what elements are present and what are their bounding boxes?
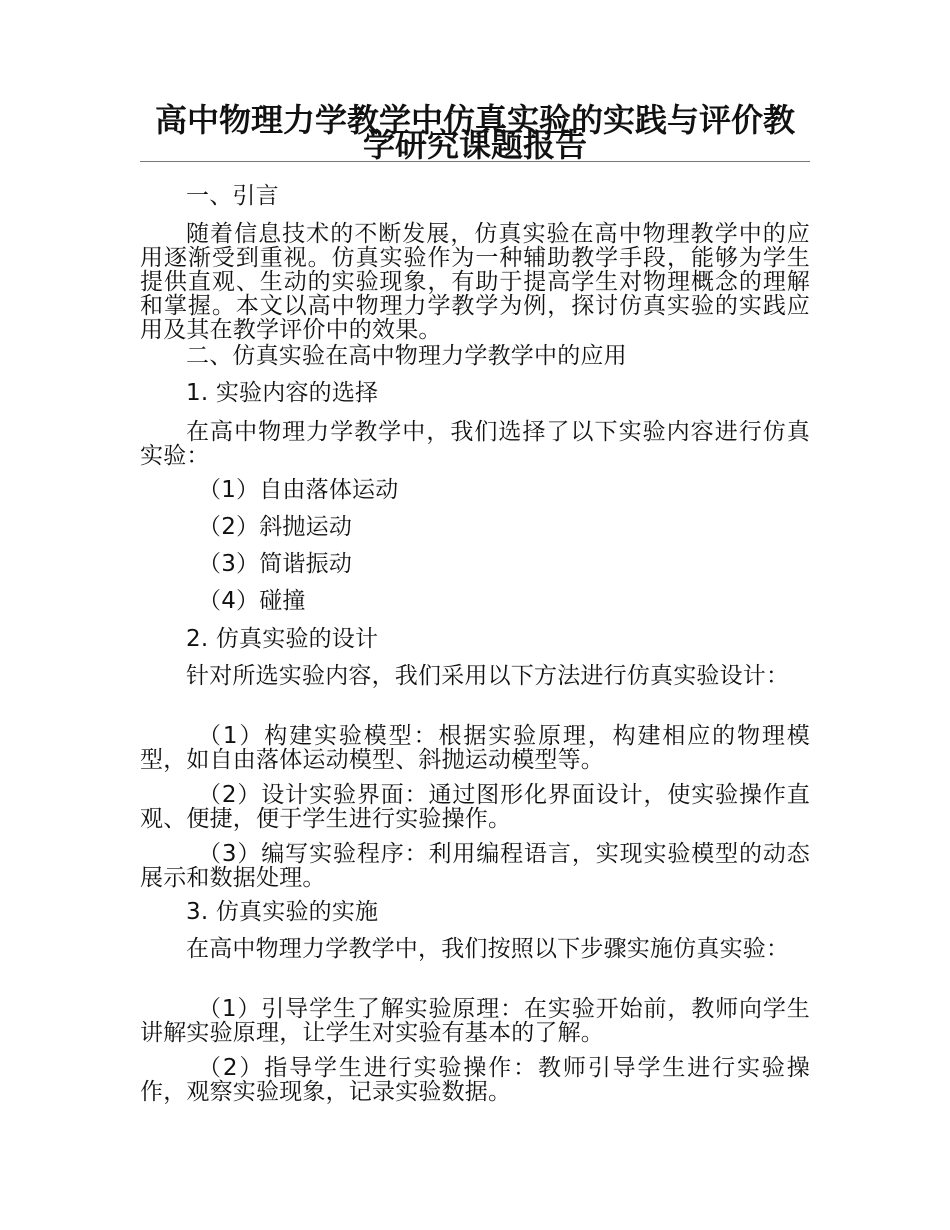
list-item: （2）斜抛运动 (198, 514, 353, 540)
title-underline (140, 161, 810, 162)
subsection-heading-design: 2. 仿真实验的设计 (186, 626, 379, 652)
list-item: （3）编写实验程序：利用编程语言，实现实验模型的动态展示和数据处理。 (140, 841, 810, 891)
document-title: 高中物理力学教学中仿真实验的实践与评价教学研究课题报告 (154, 101, 795, 164)
list-item: （1）引导学生了解实验原理：在实验开始前，教师向学生讲解实验原理，让学生对实验有基本的了解。 (140, 996, 810, 1046)
implementation-paragraph: 在高中物理力学教学中，我们按照以下步骤实施仿真实验： (186, 936, 790, 962)
subsection-heading-content-selection: 1. 实验内容的选择 (186, 380, 379, 406)
section-heading-intro: 一、引言 (186, 183, 279, 209)
list-item: （1）自由落体运动 (198, 477, 399, 503)
list-item: （4）碰撞 (198, 588, 306, 614)
list-item: （2）指导学生进行实验操作：教师引导学生进行实验操作，观察实验现象，记录实验数据。 (140, 1055, 810, 1105)
design-paragraph: 针对所选实验内容，我们采用以下方法进行仿真实验设计： (186, 663, 790, 689)
intro-paragraph: 随着信息技术的不断发展，仿真实验在高中物理教学中的应用逐渐受到重视。仿真实验作为一种辅助教学手段，能够为学生提供直观、生动的实验现象，有助于提高学生对物理概念的理解和掌握。本文以高中物理力学教学为例，探讨仿真实验的实践应用及其在教学评价中的效果。 (140, 221, 810, 343)
content-selection-paragraph: 在高中物理力学教学中，我们选择了以下实验内容进行仿真实验： (140, 419, 810, 469)
list-item: （1）构建实验模型：根据实验原理，构建相应的物理模型，如自由落体运动模型、斜抛运动模型等。 (140, 723, 810, 773)
list-item: （2）设计实验界面：通过图形化界面设计，使实验操作直观、便捷，便于学生进行实验操作。 (140, 782, 810, 832)
section-heading-application: 二、仿真实验在高中物理力学教学中的应用 (186, 343, 627, 369)
list-item: （3）简谐振动 (198, 551, 353, 577)
subsection-heading-implementation: 3. 仿真实验的实施 (186, 899, 379, 925)
